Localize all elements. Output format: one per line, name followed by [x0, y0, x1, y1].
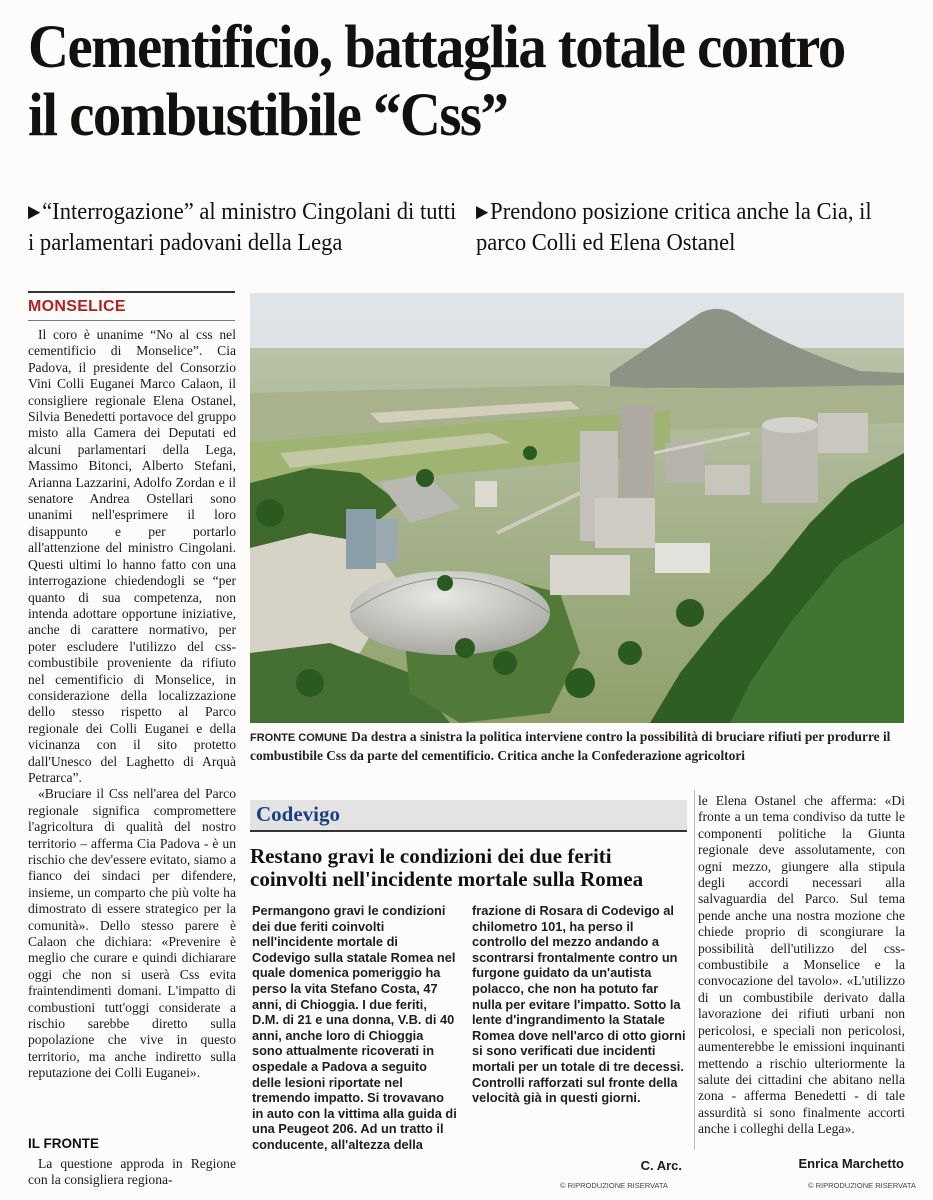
codevigo-column-2: frazione di Rosara di Codevigo al chilometro 101, ha perso il controllo del mezzo andando a scontrarsi frontalmente contro un furgone guidato da un'autista polacco, che non ha potuto far nulla per evitare l'impatto. Sotto la lente d'ingrandimento la Statale Romea dove nell'arco di otto giorni si sono verificati due incidenti mortali per un totale di tre decessi. Controlli rafforzati sul fronte della velocità già in questi giorni.	[472, 903, 686, 1106]
il-fronte-column	[28, 1156, 236, 1189]
kicker-rule	[28, 320, 235, 321]
codevigo-column-1: Permangono gravi le condizioni dei due feriti coinvolti nell'incidente mortale di Codevigo sulla statale Romea nel quale domenica pomeriggio ha perso la vita Stefano Costa, 47 anni, di Chioggia. I due feriti, D.M. di 21 e una donna, V.B. di 40 anni, anche loro di Chioggia sono attualmente ricoverati in ospedale a Padova a seguito delle lesioni riportate nel tremendo impatto. Si trovavano in auto con la vittima alla guida di una Peugeot 206. Ad un tratto il conducente, all'altezza della	[252, 903, 457, 1152]
il-fronte-heading: IL FRONTE	[28, 1136, 100, 1151]
author-signature: Enrica Marchetto	[798, 1156, 904, 1171]
subhead-left-text: “Interrogazione” al ministro Cingolani di tutti i parlamentari padovani della Lega	[28, 199, 457, 256]
codevigo-headline: Restano gravi le condizioni dei due feriti coinvolti nell'incidente mortale sulla Romea	[250, 844, 644, 891]
codevigo-signature: C. Arc.	[640, 1158, 682, 1173]
aerial-landscape-illustration	[250, 293, 904, 723]
caption-label: FRONTE COMUNE	[250, 732, 348, 744]
triangle-bullet-icon: ▶	[28, 202, 41, 221]
codevigo-copyright: © RIPRODUZIONE RISERVATA	[560, 1181, 668, 1190]
codevigo-section-title: Codevigo	[256, 802, 340, 826]
left-column	[28, 327, 236, 1082]
triangle-bullet-icon: ▶	[476, 202, 489, 221]
cement-plant-photo	[250, 293, 904, 723]
headline: Cementificio, battaglia totale contro il combustibile “Css”	[28, 14, 845, 149]
photo-caption	[250, 728, 905, 764]
il-fronte-text: La questione approda in Regione con la consigliera regiona-	[28, 1156, 236, 1188]
main-copyright: © RIPRODUZIONE RISERVATA	[808, 1181, 916, 1190]
section-kicker: MONSELICE	[28, 298, 126, 315]
subhead-left	[28, 196, 460, 259]
caption-text: Da destra a sinistra la politica interviene contro la possibilità di bruciare rifiuti per produrre il combustibile Css da parte del cementificio. Critica anche la Confederazione agricoltori	[250, 729, 891, 763]
left-paragraph: «Bruciare il Css nell'area del Parco regionale significa compromettere l'agricoltura di qualità del nostro territorio – afferma Cia Padova - è un rischio che dev'essere evitato, siamo a fianco dei sindaci per difendere, insieme, un comparto che più volte ha dimostrato di essere strategico per la comunità». Dello stesso parere è Calaon che dichiara: «Prevenire è meglio che curare e quindi dichiarare oggi che non si userà Css evita fraintendimenti domani. L'impatto di combustioni tutt'oggi considerate a rischio sarebbe diretto sulla popolazione che vive in questo territorio, ma anche indiretto sulla reputazione dei Colli Euganei».	[28, 786, 236, 1081]
top-rule	[28, 291, 235, 293]
left-paragraph: Il coro è unanime “No al css nel cementificio di Monselice”. Cia Padova, il presidente del Consorzio Vini Colli Euganei Marco Calaon, il consigliere regionale Elena Ostanel, Silvia Benedetti portavoce del gruppo misto alla Camera dei Deputati ed alcuni parlamentari della Lega, Massimo Bitonci, Alberto Stefani, Arianna Lazzarini, Adolfo Zordan e il senatore Andrea Ostellari sono unanimi nell'esprimere il loro disappunto e per portarlo all'attenzione del ministro Cingolani. Questi ultimi lo hanno fatto con una interrogazione chiedendogli se “per quanto di sua competenza, non intenda adottare opportune iniziative, anche di carattere normativo, per poter escludere l'utilizzo del css-combustibile proveniente da rifiuto nel cementificio di Monselice, in considerazione della localizzazione dello stesso rispetto al Parco regionale dei Colli Euganei e della vicinanza con il sito protetto dall'Unesco del Laghetto di Arquà Petrarca”.	[28, 327, 236, 785]
right-paragraph: le Elena Ostanel che afferma: «Di fronte a un tema condiviso da tutte le componenti politiche la Giunta regionale deve assolutamente, con ogni mezzo, giungere alla stipula degli accordi necessari alla salvaguardia del Parco. Sul tema pende anche una nostra mozione che chiede proprio di scongiurare la possibilità dell'utilizzo del css-combustibile a Monselice e la convocazione del tavolo». «L'utilizzo di un combustibile derivato dalla lavorazione dei rifiuti urbani non pericolosi, e speciali non pericolosi, aumenterebbe le emissioni inquinanti mettendo a rischio ulteriormente la salute dei cittadini che abitano nella zona - afferma Benedetti - di tale assurdità si sono finalmente accorti anche i colleghi della Lega».	[698, 793, 905, 1137]
subhead-right-text: Prendono posizione critica anche la Cia, il parco Colli ed Elena Ostanel	[476, 199, 872, 256]
subhead-right	[476, 196, 908, 259]
column-divider	[694, 790, 695, 1150]
codevigo-section-box	[250, 800, 687, 832]
right-column	[698, 793, 905, 1138]
